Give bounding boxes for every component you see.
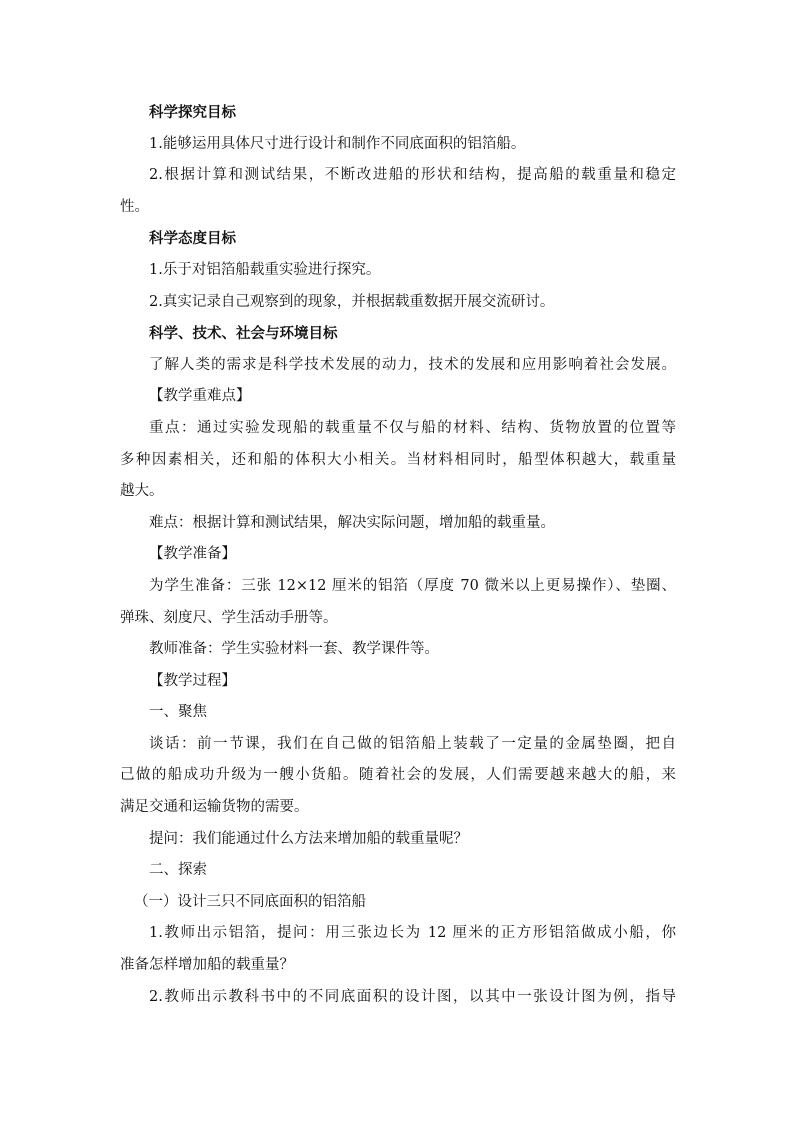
paragraph-line: 1.能够运用具体尺寸进行设计和制作不同底面积的铝箔船。	[149, 135, 526, 152]
paragraph-line: 难点：根据计算和测试结果，解决实际问题，增加船的载重量。	[149, 514, 555, 531]
subheading-focus: 一、聚焦	[149, 704, 207, 721]
paragraph-line: 性。	[120, 198, 149, 215]
paragraph-line: 2.根据计算和测试结果，不断改进船的形状和结构，提高船的载重量和稳定	[149, 167, 676, 184]
heading-science-inquiry-goals: 科学探究目标	[149, 104, 236, 121]
paragraph-line: 越大。	[120, 483, 164, 500]
paragraph-line: 准备怎样增加船的载重量？	[120, 957, 294, 974]
section-heading-key-difficult-points: 【教学重难点】	[149, 388, 251, 405]
heading-science-attitude-goals: 科学态度目标	[149, 230, 236, 248]
paragraph-line: 2.真实记录自己观察到的现象，并根据载重数据开展交流研讨。	[149, 293, 555, 310]
paragraph-line: 为学生准备：三张 12×12 厘米的铝箔（厚度 70 微米以上更易操作）、垫圈、	[149, 577, 676, 594]
subheading-explore: 二、探索	[149, 862, 207, 879]
heading-stse-goals: 科学、技术、社会与环境目标	[149, 325, 338, 343]
paragraph-line: 己做的船成功升级为一艘小货船。随着社会的发展，人们需要越来越大的船，来	[120, 767, 676, 784]
paragraph-line: 教师准备：学生实验材料一套、教学课件等。	[149, 641, 439, 658]
paragraph-line: 多种因素相关，还和船的体积大小相关。当材料相同时，船型体积越大，载重量	[120, 451, 676, 468]
paragraph-line: 重点：通过实验发现船的载重量不仅与船的材料、结构、货物放置的位置等	[149, 419, 676, 436]
paragraph-line: 了解人类的需求是科学技术发展的动力，技术的发展和应用影响着社会发展。	[149, 356, 676, 373]
paragraph-line: 谈话：前一节课，我们在自己做的铝箔船上装载了一定量的金属垫圈，把自	[149, 735, 676, 752]
paragraph-line: 1.乐于对铝箔船载重实验进行探究。	[149, 261, 381, 278]
paragraph-line: 1.教师出示铝箔，提问：用三张边长为 12 厘米的正方形铝箔做成小船，你	[149, 925, 676, 942]
section-heading-teaching-process: 【教学过程】	[149, 672, 236, 689]
paragraph-line: 提问：我们能通过什么方法来增加船的载重量呢？	[149, 830, 468, 847]
paragraph-line: 满足交通和运输货物的需要。	[120, 799, 309, 816]
paragraph-line: 2.教师出示教科书中的不同底面积的设计图，以其中一张设计图为例，指导	[149, 988, 676, 1005]
subheading-design-boats: （一）设计三只不同底面积的铝箔船	[134, 893, 366, 910]
section-heading-teaching-preparation: 【教学准备】	[149, 546, 236, 563]
paragraph-line: 弹珠、刻度尺、学生活动手册等。	[120, 609, 338, 626]
document-body	[120, 97, 676, 1013]
